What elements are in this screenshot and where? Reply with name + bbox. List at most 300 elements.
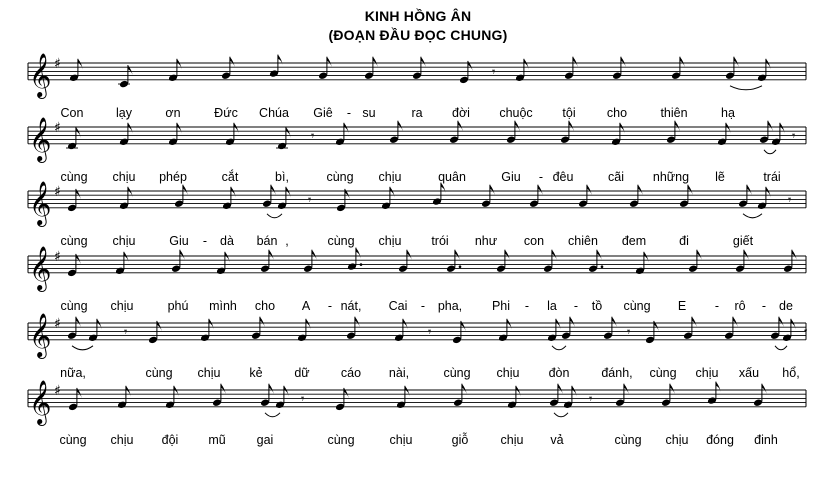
treble-clef-icon: 𝄞 — [29, 52, 52, 97]
note-flag — [458, 121, 463, 132]
lyric-syllable: nài, — [388, 365, 410, 380]
lyric-syllable: lạy — [116, 105, 132, 120]
note — [118, 65, 133, 88]
note — [148, 321, 162, 344]
note-flag — [128, 187, 133, 198]
note-flag — [177, 59, 182, 70]
note — [66, 127, 81, 150]
note — [67, 189, 81, 212]
note — [251, 317, 265, 340]
note — [578, 185, 592, 208]
note — [561, 317, 575, 340]
lyric-syllable: chịu — [378, 169, 402, 184]
note-flag — [552, 250, 557, 261]
note — [498, 319, 512, 342]
note-flag — [747, 185, 752, 196]
note — [783, 250, 797, 273]
note-flag — [692, 317, 697, 328]
note — [588, 250, 603, 273]
note — [225, 123, 239, 146]
lyric-syllable: thiên — [660, 105, 688, 120]
note — [611, 123, 625, 146]
note — [275, 386, 289, 409]
lyric-syllable: cùng — [623, 298, 651, 313]
treble-clef-icon: 𝄞 — [29, 312, 52, 357]
lyric-syllable: cùng — [327, 432, 355, 447]
eighth-rest-icon: 𝄾 — [301, 392, 305, 407]
key-sharp-icon: ♯ — [54, 316, 61, 332]
note-flag — [570, 317, 575, 328]
slur — [72, 346, 93, 350]
note — [671, 57, 685, 80]
note — [564, 57, 578, 80]
lyric-syllable: đem — [621, 233, 647, 248]
note-flag — [78, 59, 83, 70]
note — [381, 187, 395, 210]
note — [757, 187, 771, 210]
slur — [267, 214, 282, 218]
lyric-syllable: cùng — [59, 432, 87, 447]
note-flag — [269, 384, 274, 395]
lyric-syllable: mũ — [208, 432, 226, 447]
lyric-syllable: tội — [562, 105, 576, 120]
slur — [743, 214, 762, 218]
note-flag — [97, 319, 102, 330]
slur — [554, 413, 568, 417]
lyric-syllable: nữa, — [60, 365, 86, 380]
note — [269, 55, 283, 78]
note-flag — [345, 189, 350, 200]
note-flag — [441, 183, 446, 194]
note-flag — [762, 384, 767, 395]
note — [174, 185, 188, 208]
note-flag — [612, 317, 617, 328]
lyric-syllable: bì, — [275, 169, 289, 184]
note-flag — [587, 185, 592, 196]
note — [782, 319, 796, 342]
note — [759, 121, 773, 144]
note — [770, 317, 784, 340]
note — [69, 59, 83, 82]
note — [394, 319, 408, 342]
lyric-syllable: - — [538, 169, 544, 184]
note-flag — [733, 317, 738, 328]
note-flag — [327, 57, 332, 68]
lyric-syllable: Phi — [491, 298, 511, 313]
note-flag — [766, 59, 771, 70]
note — [396, 386, 410, 409]
lyric-syllable: - — [761, 298, 767, 313]
note — [717, 123, 731, 146]
note — [612, 57, 626, 80]
note — [645, 321, 659, 344]
lyric-syllable: Giê — [313, 105, 333, 120]
lyric-syllable: giết — [732, 233, 754, 248]
note-flag — [390, 187, 395, 198]
note-dot — [459, 265, 462, 268]
note-flag — [405, 386, 410, 397]
note-flag — [768, 121, 773, 132]
note-flag — [716, 382, 721, 393]
note-flag — [644, 252, 649, 263]
lyric-syllable: A — [301, 298, 311, 313]
note — [688, 250, 702, 273]
slur — [775, 346, 787, 350]
note — [679, 185, 693, 208]
note-flag — [269, 250, 274, 261]
note-flag — [421, 57, 426, 68]
lyric-syllable: kẻ — [249, 365, 263, 380]
slur — [552, 346, 566, 350]
note-flag — [516, 386, 521, 397]
note — [543, 250, 557, 273]
lyric-syllable: cùng — [614, 432, 642, 447]
note — [168, 123, 182, 146]
lyric-syllable: chịu — [112, 233, 136, 248]
lyric-syllable: - — [327, 298, 333, 313]
lyric-syllable: cắt — [221, 169, 239, 184]
lyric-syllable: đời — [452, 105, 470, 120]
note — [119, 187, 133, 210]
lyric-syllable: cùng — [60, 169, 88, 184]
treble-clef-icon: 𝄞 — [29, 245, 52, 290]
eighth-rest-icon: 𝄾 — [792, 129, 796, 144]
note-flag — [688, 185, 693, 196]
eighth-rest-icon: 𝄾 — [492, 65, 496, 80]
note-flag — [124, 252, 129, 263]
lyric-syllable: đòn — [548, 365, 570, 380]
lyric-syllable: - — [202, 233, 208, 248]
note-flag — [221, 384, 226, 395]
note-flag — [620, 123, 625, 134]
lyric-syllable: rô — [734, 298, 746, 313]
lyric-syllable: chiên — [568, 233, 598, 248]
note-flag — [183, 185, 188, 196]
note — [364, 57, 378, 80]
eighth-rest-icon: 𝄾 — [804, 325, 808, 340]
note-flag — [597, 250, 602, 261]
note — [68, 388, 82, 411]
note — [222, 187, 236, 210]
note-flag — [76, 254, 81, 265]
note-flag — [177, 123, 182, 134]
lyric-syllable: Con — [60, 105, 84, 120]
lyric-syllable: mình — [209, 298, 237, 313]
note — [507, 386, 521, 409]
lyric-syllable: - — [524, 298, 530, 313]
eighth-rest-icon: 𝄾 — [627, 325, 631, 340]
note — [303, 250, 317, 273]
lyric-syllable: trái — [763, 169, 781, 184]
lyric-syllable: cùng — [326, 169, 354, 184]
note-flag — [174, 386, 179, 397]
lyric-syllable: tồ — [591, 298, 603, 313]
note — [67, 317, 81, 340]
note — [560, 121, 574, 144]
lyric-syllable: đóng — [706, 432, 734, 447]
note-flag — [356, 248, 361, 259]
note-flag — [355, 317, 360, 328]
eighth-rest-icon: 𝄾 — [428, 325, 432, 340]
note — [260, 384, 274, 407]
staff-system — [28, 53, 806, 120]
lyric-syllable: Đức — [214, 105, 238, 120]
note — [753, 384, 767, 407]
note-flag — [462, 384, 467, 395]
note — [496, 250, 510, 273]
note-flag — [234, 123, 239, 134]
note — [757, 59, 771, 82]
lyric-syllable: cùng — [327, 233, 355, 248]
note — [432, 183, 446, 206]
note — [336, 189, 350, 212]
note — [335, 388, 349, 411]
note-flag — [407, 250, 412, 261]
note — [335, 123, 349, 146]
note-flag — [230, 57, 235, 68]
lyric-syllable: đêu — [552, 169, 574, 184]
note-flag — [524, 59, 529, 70]
note — [683, 317, 697, 340]
note-flag — [505, 250, 510, 261]
note — [725, 57, 739, 80]
key-sharp-icon: ♯ — [54, 56, 61, 72]
lyric-syllable: đinh — [754, 432, 778, 447]
lyric-syllable: chịu — [665, 432, 689, 447]
note — [707, 382, 721, 405]
key-sharp-icon: ♯ — [54, 184, 61, 200]
note-flag — [209, 319, 214, 330]
slur — [730, 86, 762, 90]
note — [212, 384, 226, 407]
key-sharp-icon: ♯ — [54, 120, 61, 136]
note-dot — [360, 263, 363, 266]
note — [666, 121, 680, 144]
song-subtitle: (ĐOẠN ĐẦU ĐỌC CHUNG) — [328, 27, 508, 43]
lyric-syllable: chịu — [496, 365, 520, 380]
note-dot — [601, 265, 604, 268]
lyric-syllable: lẽ — [715, 169, 725, 184]
lyric-syllable: - — [573, 298, 579, 313]
note-flag — [398, 121, 403, 132]
lyric-syllable: đi — [679, 233, 689, 248]
note — [735, 250, 749, 273]
lyric-syllable: , — [285, 233, 289, 248]
lyric-syllable: chịu — [112, 169, 136, 184]
note — [67, 254, 81, 277]
note — [615, 384, 629, 407]
note — [603, 317, 617, 340]
note-flag — [76, 127, 81, 138]
lyric-syllable: ơn — [165, 105, 181, 120]
note — [347, 248, 362, 271]
lyric-syllable: gai — [256, 432, 274, 447]
note — [459, 61, 473, 84]
lyric-syllable: cãi — [608, 169, 624, 184]
note — [563, 386, 577, 409]
note — [117, 386, 131, 409]
note-flag — [624, 384, 629, 395]
note-flag — [792, 250, 797, 261]
note — [216, 252, 230, 275]
note — [452, 321, 466, 344]
lyric-syllable: Cai — [388, 298, 408, 313]
treble-clef-icon: 𝄞 — [29, 379, 52, 424]
lyric-syllable: chịu — [197, 365, 221, 380]
eighth-rest-icon: 𝄾 — [589, 392, 593, 407]
lyric-syllable: Chúa — [259, 105, 289, 120]
note — [412, 57, 426, 80]
note — [446, 250, 461, 273]
note-flag — [791, 319, 796, 330]
note — [661, 384, 675, 407]
treble-clef-icon: 𝄞 — [29, 180, 52, 225]
note-flag — [284, 386, 289, 397]
note-flag — [312, 250, 317, 261]
lyric-syllable: bán — [256, 233, 278, 248]
lyric-syllable: phú — [167, 298, 189, 313]
note — [529, 185, 543, 208]
treble-clef-icon: 𝄞 — [29, 116, 52, 161]
note — [629, 185, 643, 208]
lyric-syllable: vả — [550, 432, 564, 447]
note — [171, 250, 185, 273]
note-flag — [490, 185, 495, 196]
lyric-syllable: trói — [431, 233, 449, 248]
lyric-syllable: cáo — [340, 365, 362, 380]
note — [221, 57, 235, 80]
note-flag — [556, 319, 561, 330]
lyric-syllable: con — [523, 233, 545, 248]
note-flag — [779, 317, 784, 328]
note-flag — [286, 127, 291, 138]
slur — [265, 413, 280, 417]
staff-system — [28, 313, 808, 380]
note — [549, 384, 563, 407]
note — [165, 386, 179, 409]
lyric-syllable: quân — [438, 169, 466, 184]
note-flag — [621, 57, 626, 68]
lyric-syllable: - — [346, 105, 352, 120]
lyric-syllable: giỗ — [451, 432, 469, 447]
note-flag — [128, 123, 133, 134]
note-flag — [373, 57, 378, 68]
note — [635, 252, 649, 275]
note — [318, 57, 332, 80]
lyric-syllable: cùng — [649, 365, 677, 380]
lyric-syllable: hạ — [721, 105, 735, 120]
note — [115, 252, 129, 275]
lyric-syllable: những — [652, 169, 690, 184]
note — [346, 317, 360, 340]
note-flag — [76, 189, 81, 200]
lyric-syllable: chuộc — [499, 105, 533, 120]
note — [297, 319, 311, 342]
lyric-syllable: cùng — [60, 233, 88, 248]
note — [506, 121, 520, 144]
note — [771, 123, 785, 146]
note — [453, 384, 467, 407]
staff-system — [28, 246, 806, 313]
note-flag — [573, 57, 578, 68]
note-flag — [231, 187, 236, 198]
note-flag — [558, 384, 563, 395]
lyric-syllable: chịu — [378, 233, 402, 248]
note — [276, 127, 291, 150]
lyric-syllable: su — [362, 105, 376, 120]
note-flag — [507, 319, 512, 330]
lyric-syllable: dà — [220, 233, 234, 248]
note-flag — [766, 187, 771, 198]
staff-system — [28, 380, 806, 447]
lyric-syllable: - — [420, 298, 426, 313]
lyric-syllable: chịu — [110, 298, 134, 313]
lyric-syllable: cùng — [145, 365, 173, 380]
note-flag — [675, 121, 680, 132]
lyric-syllable: pha, — [437, 298, 463, 313]
eighth-rest-icon: 𝄾 — [308, 193, 312, 208]
note-flag — [278, 55, 283, 66]
note-flag — [76, 317, 81, 328]
note — [88, 319, 102, 342]
note-flag — [260, 317, 265, 328]
key-sharp-icon: ♯ — [54, 249, 61, 265]
lyric-syllable: ra — [411, 105, 423, 120]
note-flag — [744, 250, 749, 261]
note-flag — [680, 57, 685, 68]
note-flag — [780, 123, 785, 134]
lyric-syllable: cùng — [443, 365, 471, 380]
lyric-syllable: cho — [606, 105, 628, 120]
lyric-syllable: cùng — [60, 298, 88, 313]
note-flag — [638, 185, 643, 196]
eighth-rest-icon: 𝄾 — [311, 129, 315, 144]
lyric-syllable: Giu — [501, 169, 521, 184]
note-flag — [734, 57, 739, 68]
lyric-syllable: đánh, — [601, 365, 633, 380]
note — [389, 121, 403, 144]
note — [449, 121, 463, 144]
song-title: KINH HỒNG ÂN — [364, 8, 472, 24]
lyric-syllable: chịu — [389, 432, 413, 447]
note-flag — [697, 250, 702, 261]
lyric-syllable: đội — [161, 432, 179, 447]
note — [481, 185, 495, 208]
note-flag — [126, 386, 131, 397]
note-flag — [515, 121, 520, 132]
note — [277, 187, 291, 210]
note-flag — [225, 252, 230, 263]
lyric-syllable: phép — [159, 169, 187, 184]
lyric-syllable: như — [474, 233, 498, 248]
lyric-syllable: xấu — [738, 365, 760, 380]
note — [398, 250, 412, 273]
lyric-syllable: cho — [254, 298, 276, 313]
lyric-syllable: nát, — [340, 298, 362, 313]
note-flag — [538, 185, 543, 196]
note — [515, 59, 529, 82]
lyric-syllable: chịu — [110, 432, 134, 447]
note-flag — [455, 250, 460, 261]
note — [200, 319, 214, 342]
note — [738, 185, 752, 208]
note — [724, 317, 738, 340]
note-flag — [726, 123, 731, 134]
note — [119, 123, 133, 146]
slur — [764, 150, 776, 154]
note — [262, 185, 276, 208]
note — [547, 319, 561, 342]
